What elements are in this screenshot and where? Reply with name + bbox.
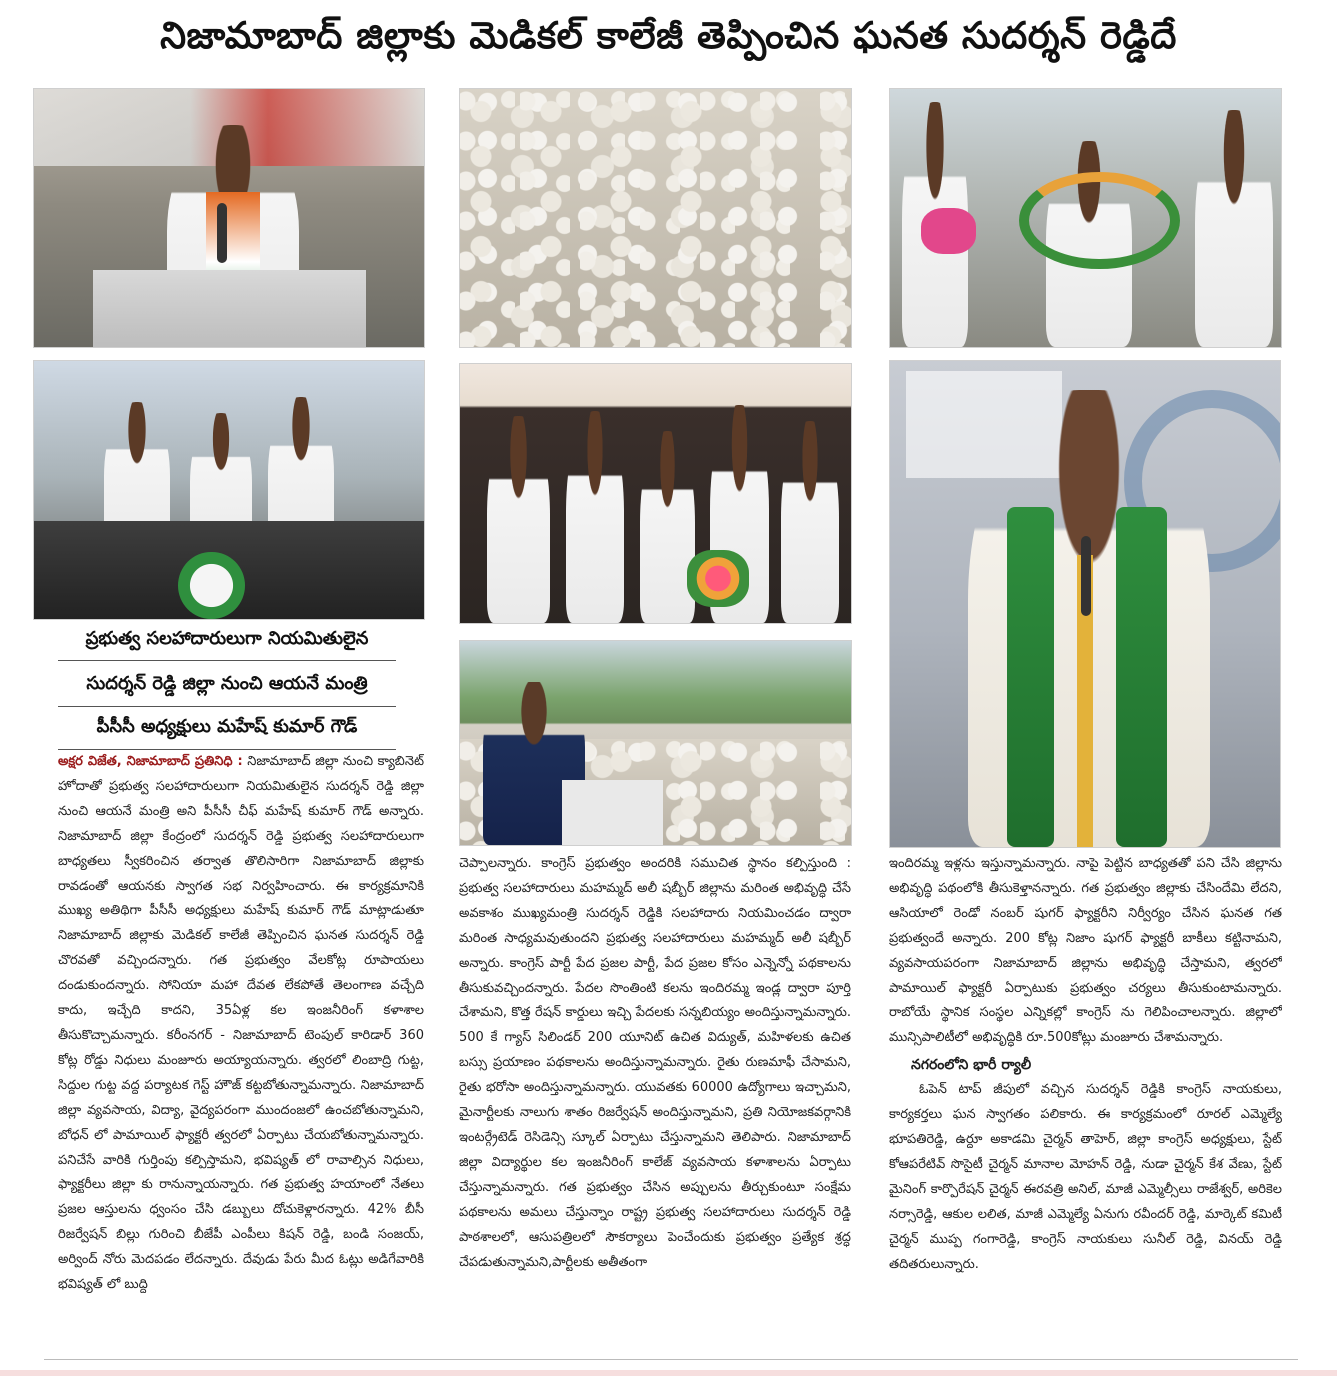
- photo-speaker-green-scarf: [889, 360, 1281, 848]
- headline: నిజామాబాద్ జిల్లాకు మెడికల్ కాలేజీ తెప్పించిన ఘనత సుదర్శన్ రెడ్డిదే: [160, 14, 1177, 57]
- article-col2-text: చెప్పాలన్నారు. కాంగ్రెస్ ప్రభుత్వం అందరికి సముచిత స్థానం కల్పిస్తుంది : ప్రభుత్వ సలహాదారులు మహమ్మద్ అలీ షబ్బీర్ జిల్లాను మరింత అభివృద్ధి చేసే అవకాశం ముఖ్యమంత్రి సుదర్శన్ రెడ్డికి సలహాదారు నియమించడం ద్వారా మరింత సాధ్యమవుతుందని ప్రభుత్వ సలహాదారులు మహమ్మద్ అలీ షబ్బీర్ అన్నారు. కాంగ్రెస్ పార్టీ పేద ప్రజల పార్టీ, పేద ప్రజల కోసం ఎన్నెన్నో పథకాలను తీసుకువచ్చిందన్నారు. పేదల సొంతింటి కలను ఇందిరమ్మ ఇండ్ల ద్వారా పూర్తి చేశామని, కొత్త రేషన్ కార్డులు ఇచ్చి పేదలకు సన్నబియ్యం అందిస్తున్నామన్నారు. 500 కే గ్యాస్ సిలిండర్ 200 యూనిట్ ఉచిత విద్యుత్, మహిళలకు ఉచిత బస్సు ప్రయాణం పథకాలను అందిస్తున్నామన్నారు. రైతు రుణమాఫీ చేసామని, రైతు భరోసా అందిస్తున్నామన్నారు. యువతకు 60000 ఉద్యోగాలు ఇచ్చామని, మైనార్టీలకు నాలుగు శాతం రిజర్వేషన్ అందిస్తున్నామని, ప్రతి నియోజకవర్గానికి ఇంటర్గ్రేటెడ్ రెసిడెన్సి స్కూల్ ఏర్పాటు చేస్తున్నామని తెలిపారు. నిజామాబాద్ జిల్లా విద్యార్థుల కల ఇంజనీరింగ్ కాలేజ్ వ్యవసాయ కళాశాలను ఏర్పాటు చేస్తున్నామన్నారు. గత ప్రభుత్వం చేసిన అప్పులను తీర్చుకుంటూ సంక్షేమ పథకాలను అమలు చేస్తున్నాం రాష్ట్ర ప్రభుత్వ సలహాదారులు సుదర్శన్ రెడ్డి పాఠశాలలో, ఆసుపత్రిలలో సౌకర్యాలు పెంచేందుకు ప్రభుత్వం ప్రత్యేక శ్రద్ధ చేపడుతున్నామని,పార్టీలకు అతీతంగా: [459, 856, 851, 1270]
- bottom-divider: [44, 1359, 1298, 1360]
- article-col3-text2: ఓపెన్ టాప్ జీపులో వచ్చిన సుదర్శన్ రెడ్డికి కాంగ్రెస్ నాయకులు, కార్యకర్తలు ఘన స్వాగతం పలికారు. ఈ కార్యక్రమంలో రూరల్ ఎమ్మెల్యే భూపతిరెడ్డి, ఉర్దూ అకాడమి చైర్మన్ తాహెర్, జిల్లా కాంగ్రెస్ అధ్యక్షులు, స్టేట్ కోఆపరేటివ్ సొసైటీ చైర్మన్ మానాల మోహన్ రెడ్డి, నుడా చైర్మన్ కేశ వేణు, స్టేట్ మైనింగ్ కార్పొరేషన్ చైర్మన్ ఈరవత్రి అనిల్, మాజీ ఎమ్మెల్సీలు రాజేశ్వర్, అరికెల నర్సారెడ్డి, ఆకుల లలిత, మాజీ ఎమ్మెల్యే ఏనుగు రవీందర్ రెడ్డి, మార్కెట్ కమిటీ చైర్మన్ ముప్ప గంగారెడ్డి, కాంగ్రెస్ నాయకులు సునీల్ రెడ్డి, వినయ్ రెడ్డి తదితరులున్నారు.: [889, 1082, 1282, 1272]
- article-col1-text: నిజామాబాద్ జిల్లా నుంచి క్యాబినెట్ హోదాతో ప్రభుత్వ సలహాదారులుగా నియమితులైన సుదర్శన్ రెడ్డి జిల్లా నుంచి ఆయనే మంత్రి అని పీసీసీ చీఫ్ మహేష్ కుమార్ గౌడ్ అన్నారు. నిజామాబాద్ జిల్లా కేంద్రంలో సుదర్శన్ రెడ్డి ప్రభుత్వ సలహాదారులుగా బాధ్యతలు స్వీకరించిన తర్వాత తొలిసారిగా నిజామాబాద్ జిల్లాకు రావడంతో ఆయనకు స్వాగత సభ నిర్వహించారు. ఈ కార్యక్రమానికి ముఖ్య అతిథిగా పీసీసీ అధ్యక్షులు మహేష్ కుమార్ గౌడ్ మాట్లాడుతూ నిజామాబాద్ జిల్లాకు మెడికల్ కాలేజీ తెప్పించిన ఘనత సుదర్శన్ రెడ్డి చొరవతో వచ్చిందన్నారు. గత ప్రభుత్వం వేలకోట్ల రూపాయలు దండుకుందన్నారు. సోనియా మహా దేవత లేకపోతే తెలంగాణ వచ్చేది కాదు, ఇచ్చేది కాదని, 35ఏళ్ల కల ఇంజనీరింగ్ కళాశాల తీసుకొచ్చామన్నారు. కరీంనగర్ - నిజామాబాద్ టెంపుల్ కారిడార్ 360 కోట్ల రోడ్డు నిధులు మంజూరు అయ్యాయన్నారు. త్వరలో లింబాద్రి గుట్ట, సిద్దుల గుట్ట వద్ద పర్యాటక గెస్ట్ హౌజ్ కట్టబోతున్నామన్నారు. నిజామాబాద్ జిల్లా వ్యవసాయ, విద్యా, వైద్యపరంగా ముందంజలో ఉంచబోతున్నామని, బోధన్ లో పామాయిల్ ఫ్యాక్టరీ త్వరలో ఏర్పాటు చేయబోతున్నామన్నారు. పనిచేసే వారికి గుర్తింపు కల్పిస్తామని, భవిష్యత్ లో రావాల్సిన నిధులు, ఫ్యాక్టరీలు జిల్లా కు రానున్నాయన్నారు. గత ప్రభుత్వ హయాంలో నేతలు ప్రజల ఆస్తులను ధ్వంసం చేసి డబ్బులు దోచుకెళ్లారన్నారు. 42% బీసీ రిజర్వేషన్ బిల్లు గురించి బీజేపీ ఎంపీలు కిషన్ రెడ్డి, బండి సంజయ్, అర్వింద్ నోరు మెదపడం లేదన్నారు. దేవుడు పేరు మీద ఓట్లు అడిగేవారికి భవిష్యత్ లో బుద్ది: [58, 754, 424, 1293]
- photo-garland-welcome: [889, 88, 1282, 348]
- article-column-3: [889, 852, 1282, 1356]
- photo-speaker-podium: [33, 88, 425, 348]
- subhead-divider-1: [58, 660, 396, 661]
- bottom-band: [0, 1370, 1337, 1376]
- photo-stage-felicitation: [459, 363, 852, 624]
- photo-crowd-seated: [459, 88, 852, 348]
- article-column-1: [58, 750, 424, 1356]
- subhead-2: సుదర్శన్ రెడ్డి జిల్లా నుంచి ఆయనే మంత్రి: [86, 672, 368, 694]
- article-dateline: అక్షర విజేత, నిజామాబాద్ ప్రతినిధి :: [58, 754, 243, 769]
- photo-open-jeep-rally: [33, 360, 425, 620]
- subhead-3: పీసీసీ అధ్యక్షులు మహేష్ కుమార్ గౌడ్: [96, 715, 358, 737]
- photo-podium-speech-crowd: [459, 640, 852, 846]
- article-col3-text: ఇందిరమ్మ ఇళ్లను ఇస్తున్నామన్నారు. నాపై పెట్టిన బాధ్యతతో పని చేసి జిల్లాను అభివృద్ధి పథంలోకి తీసుకెళ్తానన్నారు. గత ప్రభుత్వం జిల్లాకు చేసిందేమి లేదని, ఆసియాలో రెండో నంబర్ షుగర్ ఫ్యాక్టరీని నిర్వీర్యం చేసిన ఘనత గత ప్రభుత్వందే అన్నారు. 200 కోట్ల నిజాం షుగర్ ఫ్యాక్టరీ బాకీలు కట్టినామని, వ్యవసాయపరంగా నిజామాబాద్ జిల్లాను అభివృద్ధి చేస్తామని, త్వరలో పామాయిల్ ఫ్యాక్టరీ ఏర్పాటుకు ప్రభుత్వం చర్యలు తీసుకుంటామన్నారు. రాబోయే స్థానిక సంస్థల ఎన్నికల్లో కాంగ్రెస్ ను గెలిపించాలన్నారు. జిల్లాలో మున్సిపాలిటీలో అభివృద్ధికి రూ.500కోట్లు మంజూరు చేశామన్నారు.: [889, 856, 1282, 1046]
- subhead-1: ప్రభుత్వ సలహాదారులుగా నియమితులైన: [85, 627, 369, 649]
- article-column-2: [459, 852, 851, 1356]
- subhead-divider-2: [58, 706, 396, 707]
- article-col3-subhead: నగరంలోని భారీ ర్యాలీ: [911, 1057, 1032, 1074]
